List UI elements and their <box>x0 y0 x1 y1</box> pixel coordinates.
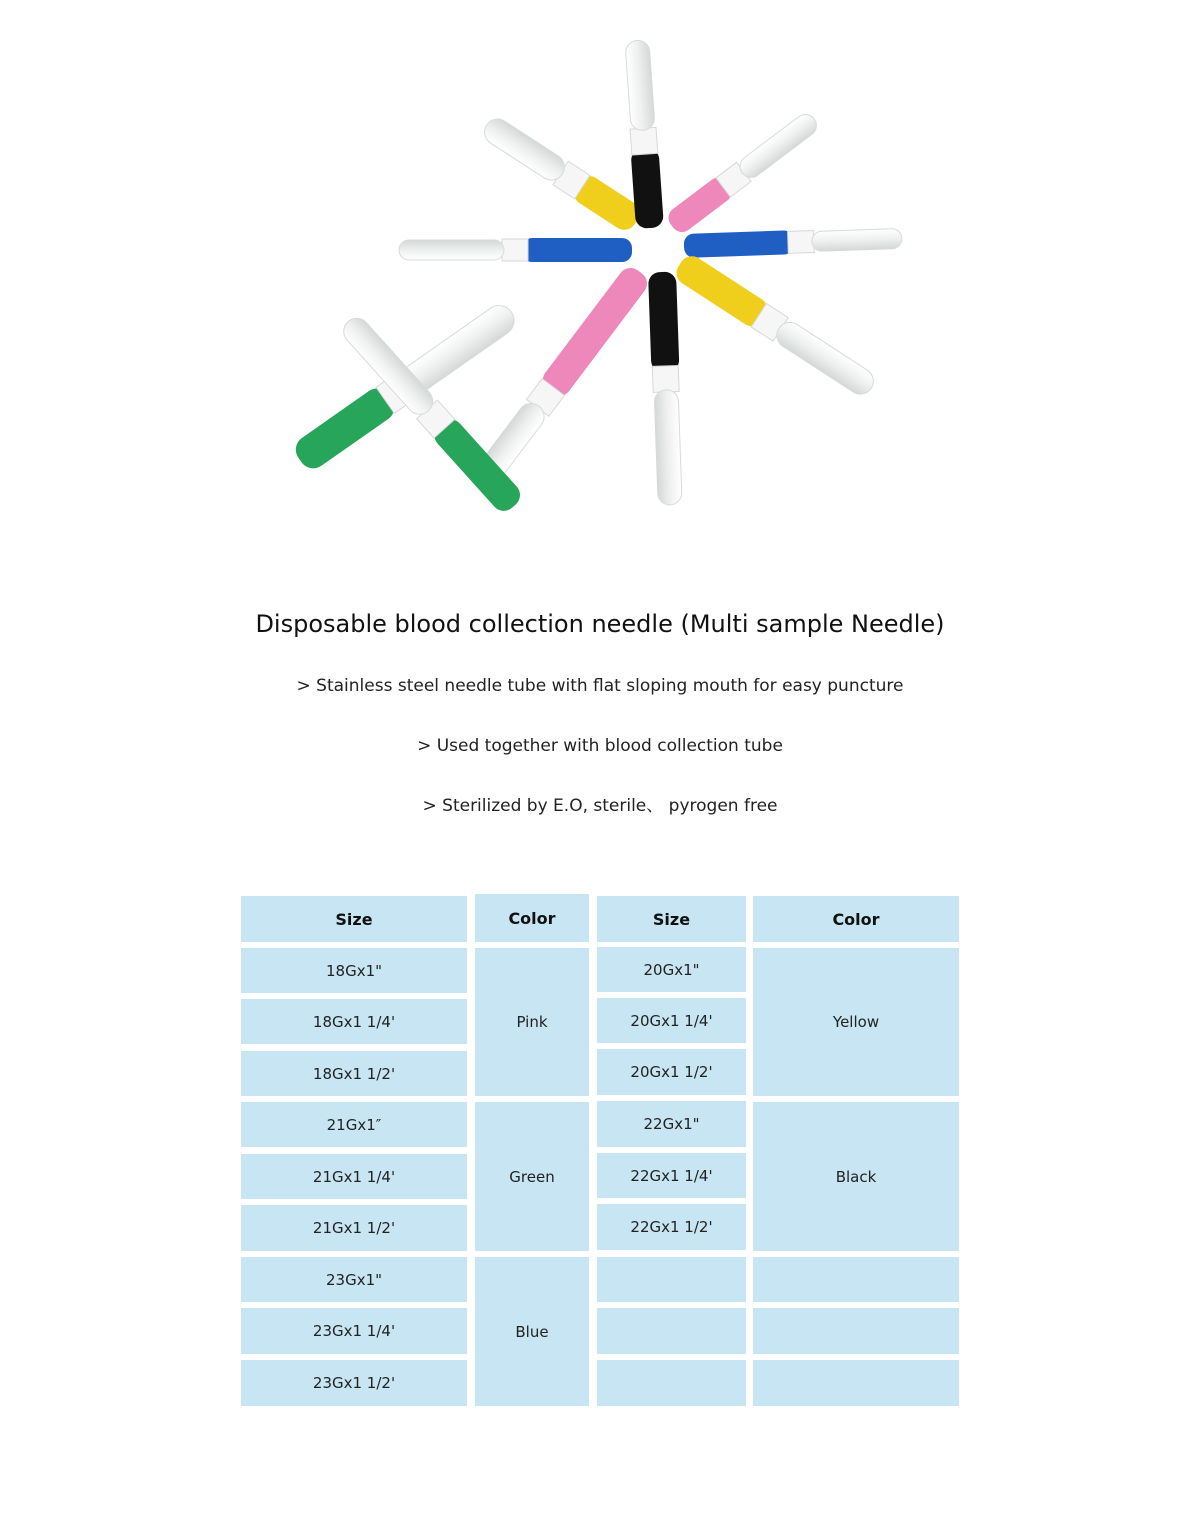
needle-shape <box>473 263 652 487</box>
right-color-cell: Black <box>753 1102 959 1251</box>
right-color-cell <box>753 1257 959 1302</box>
left-color-cell: Blue <box>475 1257 589 1406</box>
right-size-cell <box>597 1257 746 1302</box>
right-size-cell <box>597 1360 746 1406</box>
needle-shape <box>664 108 822 236</box>
product-title: Disposable blood collection needle (Multi sample Needle) <box>255 610 945 638</box>
feature-puncture: > Stainless steel needle tube with flat sloping mouth for easy puncture <box>296 676 904 696</box>
right-size-cell: 20Gx1 1/4' <box>597 998 746 1043</box>
left-color-cell: Pink <box>475 948 589 1096</box>
right-size-cell: 22Gx1" <box>597 1101 746 1147</box>
header-color-left: Color <box>475 894 589 942</box>
left-size-cell: 18Gx1" <box>241 948 467 993</box>
needle-shape <box>479 112 645 234</box>
left-size-cell: 23Gx1 1/2' <box>241 1360 467 1406</box>
needle-shape <box>684 226 903 258</box>
feature-sterilization: > Sterilized by E.O, sterile、 pyrogen free <box>422 796 778 816</box>
header-size-left: Size <box>241 896 467 942</box>
left-color-cell: Green <box>475 1102 589 1251</box>
needle-shape <box>648 272 684 506</box>
feature-compatibility: > Used together with blood collection tube <box>417 736 783 756</box>
left-size-cell: 21Gx1″ <box>241 1102 467 1147</box>
right-color-cell <box>753 1308 959 1354</box>
right-size-cell <box>597 1308 746 1354</box>
right-size-cell: 22Gx1 1/4' <box>597 1153 746 1198</box>
needle-array-image <box>0 0 1200 560</box>
left-size-cell: 21Gx1 1/2' <box>241 1205 467 1251</box>
header-color-right: Color <box>753 896 959 942</box>
right-size-cell: 20Gx1" <box>597 947 746 992</box>
left-size-cell: 23Gx1" <box>241 1257 467 1302</box>
left-size-cell: 18Gx1 1/4' <box>241 999 467 1044</box>
right-size-cell: 22Gx1 1/2' <box>597 1204 746 1250</box>
needle-shape <box>399 238 632 262</box>
spec-table <box>240 894 960 1406</box>
left-size-cell: 18Gx1 1/2' <box>241 1051 467 1096</box>
needle-shape <box>672 251 880 400</box>
right-color-cell: Yellow <box>753 948 959 1096</box>
header-size-right: Size <box>597 896 746 942</box>
right-size-cell: 20Gx1 1/2' <box>597 1049 746 1095</box>
right-color-cell <box>753 1360 959 1406</box>
left-size-cell: 23Gx1 1/4' <box>241 1308 467 1354</box>
left-size-cell: 21Gx1 1/4' <box>241 1154 467 1199</box>
